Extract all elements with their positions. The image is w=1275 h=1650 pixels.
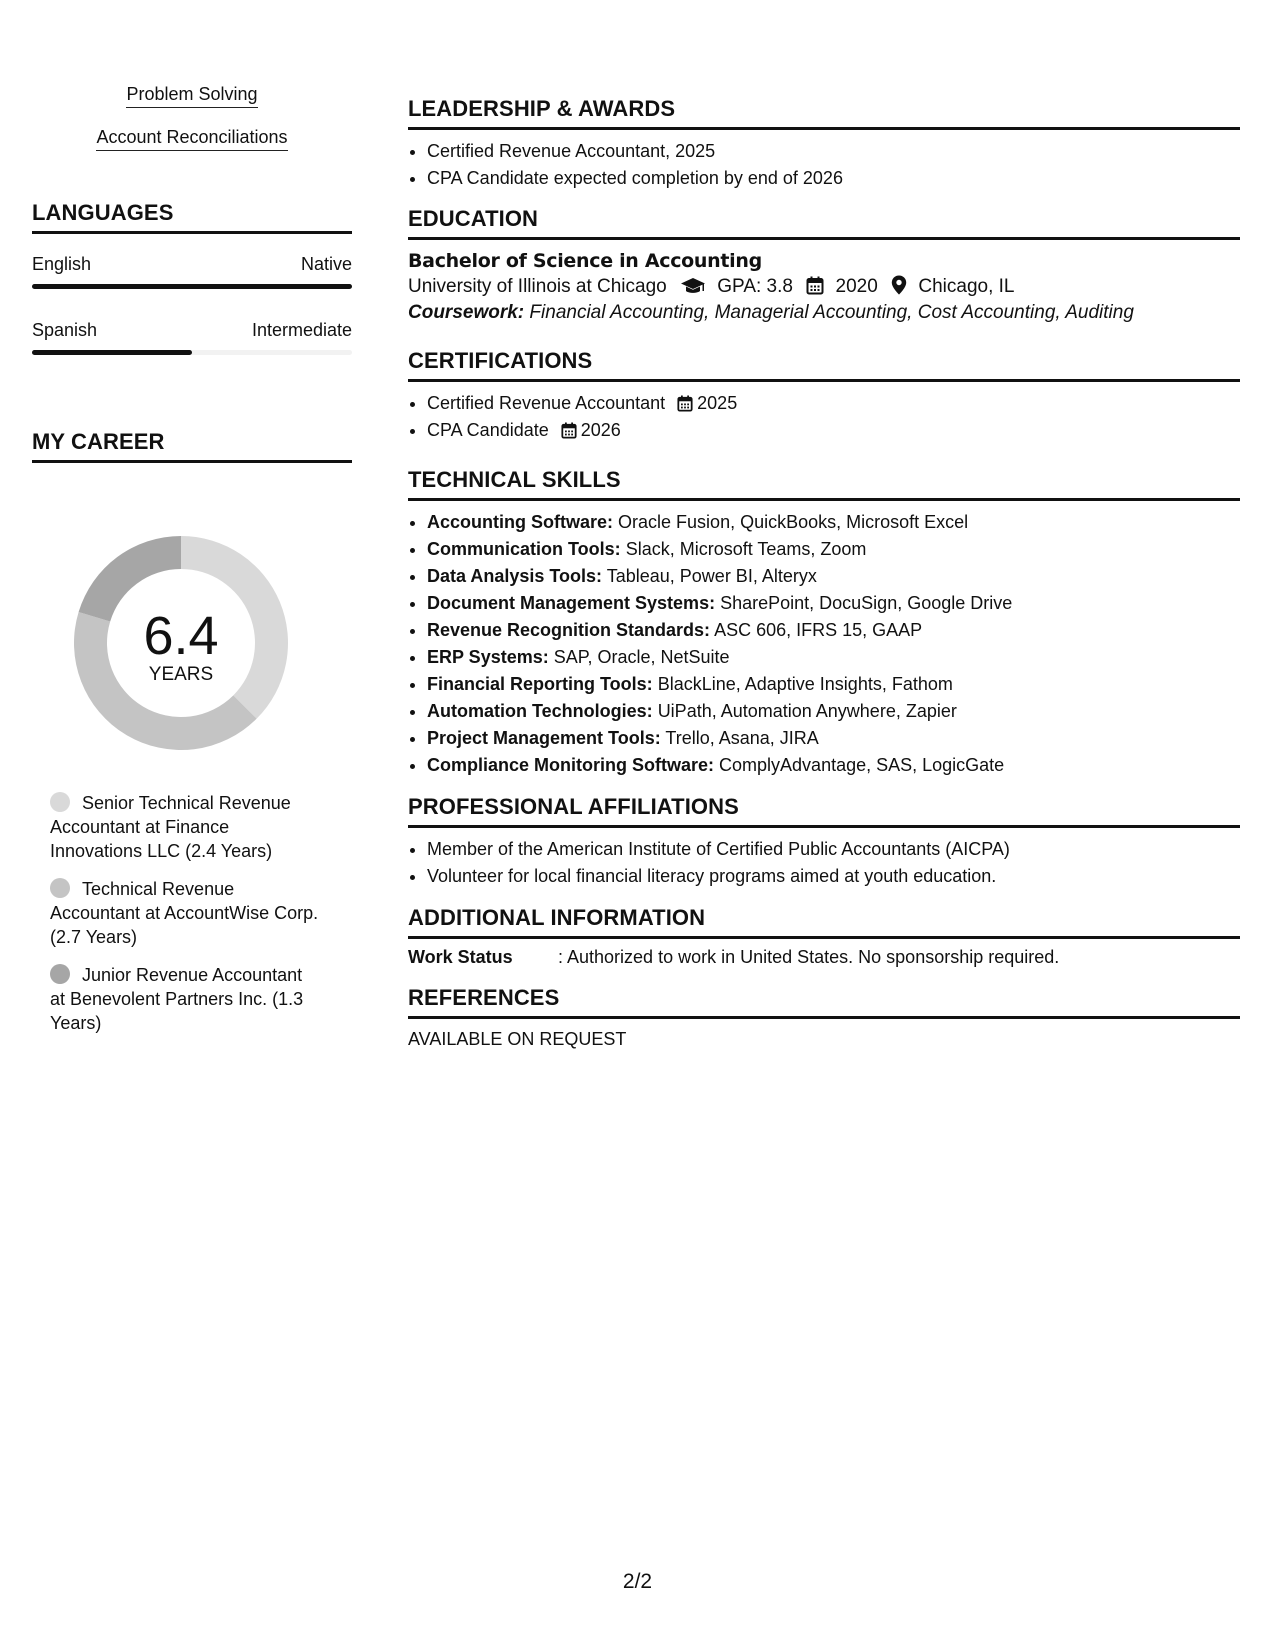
- section-title: REFERENCES: [408, 985, 560, 1010]
- language-proficiency-bar: [32, 350, 352, 355]
- skill-category: Project Management Tools:: [427, 728, 661, 748]
- certifications-list: [408, 390, 1240, 444]
- career-legend-label: Junior Revenue Accountant at Benevolent Partners Inc. (1.3 Years): [50, 965, 304, 1033]
- section-title: LEADERSHIP & AWARDS: [408, 96, 676, 121]
- language-level: Native: [300, 254, 352, 274]
- skill-category: Communication Tools:: [427, 539, 621, 559]
- list-item: [427, 644, 1240, 671]
- section-title: ADDITIONAL INFORMATION: [408, 905, 706, 930]
- skill-values: ComplyAdvantage, SAS, LogicGate: [719, 755, 1005, 775]
- section-title: TECHNICAL SKILLS: [408, 467, 621, 492]
- career-legend-item: [50, 877, 320, 949]
- list-item: [427, 417, 1240, 444]
- graduation-cap-icon: [680, 277, 706, 295]
- affiliations-section: [408, 794, 1240, 890]
- skill-values: BlackLine, Adaptive Insights, Fathom: [657, 674, 953, 694]
- skill-values: Tableau, Power BI, Alteryx: [606, 566, 817, 586]
- certification-year: 2025: [697, 393, 738, 413]
- career-legend-label: Senior Technical Revenue Accountant at Finance Innovations LLC (2.4 Years): [50, 793, 291, 861]
- section-rule: [408, 237, 1240, 240]
- map-pin-icon: [891, 275, 907, 295]
- certifications-section: [408, 348, 1240, 444]
- career-donut-chart: [66, 528, 296, 758]
- list-item: [427, 390, 1240, 417]
- calendar-icon: [806, 276, 824, 295]
- skill-values: Oracle Fusion, QuickBooks, Microsoft Excel: [618, 512, 969, 532]
- leadership-section: [408, 96, 1240, 192]
- career-legend-label: Technical Revenue Accountant at AccountWise Corp. (2.7 Years): [50, 879, 319, 947]
- section-rule: [32, 460, 352, 463]
- work-status-row: [408, 947, 1240, 968]
- school-name: University of Illinois at Chicago: [408, 276, 667, 297]
- section-rule: [408, 1016, 1240, 1019]
- career-legend-item: [50, 963, 320, 1035]
- skill-values: SAP, Oracle, NetSuite: [553, 647, 730, 667]
- language-name: English: [32, 254, 92, 274]
- section-title: EDUCATION: [408, 206, 539, 231]
- graduation-year: 2020: [835, 276, 878, 297]
- work-status-label: Work Status: [408, 947, 513, 967]
- skill-category: Document Management Systems:: [427, 593, 716, 613]
- list-item: • CPA Candidate expected completion by end of 2026: [427, 165, 1240, 192]
- certification-name: Certified Revenue Accountant: [427, 393, 666, 413]
- skill-values: Trello, Asana, JIRA: [665, 728, 819, 748]
- skill-values: ASC 606, IFRS 15, GAAP: [714, 620, 923, 640]
- languages-section: [32, 200, 352, 234]
- list-item: • Certified Revenue Accountant, 2025: [427, 138, 1240, 165]
- skill-category: Automation Technologies:: [427, 701, 653, 721]
- technical-skills-section: [408, 467, 1240, 779]
- affiliations-list: [408, 836, 1240, 890]
- languages-title: LANGUAGES: [32, 200, 174, 225]
- career-legend-item: [50, 791, 320, 863]
- section-title: PROFESSIONAL AFFILIATIONS: [408, 794, 739, 819]
- language-name: Spanish: [32, 320, 98, 340]
- references-text: AVAILABLE ON REQUEST: [408, 1029, 627, 1049]
- skill-values: SharePoint, DocuSign, Google Drive: [720, 593, 1013, 613]
- list-item: [427, 509, 1240, 536]
- certification-name: CPA Candidate: [427, 420, 549, 440]
- section-rule: [408, 825, 1240, 828]
- list-item: [427, 563, 1240, 590]
- technical-skills-list: [408, 509, 1240, 779]
- degree: Bachelor of Science in Accounting: [408, 250, 762, 272]
- skill-category: Data Analysis Tools:: [427, 566, 603, 586]
- gpa: GPA: 3.8: [717, 276, 793, 297]
- skill-tag-label: Account Reconciliations: [96, 127, 287, 151]
- skill-category: Compliance Monitoring Software:: [427, 755, 715, 775]
- section-rule: [408, 936, 1240, 939]
- section-rule: [408, 127, 1240, 130]
- skill-category: Accounting Software:: [427, 512, 614, 532]
- skill-category: Revenue Recognition Standards:: [427, 620, 711, 640]
- additional-info-section: [408, 905, 1240, 968]
- list-item: [427, 617, 1240, 644]
- list-item: • Member of the American Institute of Certified Public Accountants (AICPA): [427, 836, 1240, 863]
- career-title: MY CAREER: [32, 429, 165, 454]
- calendar-icon: [561, 422, 577, 439]
- section-rule: [32, 231, 352, 234]
- list-item: • Volunteer for local financial literacy programs aimed at youth education.: [427, 863, 1240, 890]
- list-item: [427, 590, 1240, 617]
- career-unit: YEARS: [148, 664, 214, 685]
- career-total: 6.4: [143, 606, 219, 666]
- skill-category: ERP Systems:: [427, 647, 549, 667]
- legend-dot: [50, 792, 70, 812]
- skill-tag-label: Problem Solving: [126, 84, 257, 108]
- education-details: [408, 272, 1240, 302]
- list-item: [427, 536, 1240, 563]
- list-item: [427, 698, 1240, 725]
- language-proficiency-bar: [32, 284, 352, 289]
- skill-category: Financial Reporting Tools:: [427, 674, 653, 694]
- language-level: Intermediate: [251, 320, 352, 340]
- list-item: [427, 725, 1240, 752]
- section-rule: [408, 379, 1240, 382]
- skill-values: Slack, Microsoft Teams, Zoom: [625, 539, 867, 559]
- language-proficiency-fill: [32, 284, 352, 289]
- legend-dot: [50, 964, 70, 984]
- language-proficiency-fill: [32, 350, 192, 355]
- work-status-value: : Authorized to work in United States. No sponsorship required.: [558, 947, 1060, 967]
- legend-dot: [50, 878, 70, 898]
- list-item: [427, 752, 1240, 779]
- coursework-list: Financial Accounting, Managerial Accounting, Cost Accounting, Auditing: [529, 302, 1134, 323]
- section-title: CERTIFICATIONS: [408, 348, 593, 373]
- coursework-label: Coursework:: [408, 302, 525, 323]
- skill-tag: [32, 127, 352, 148]
- skill-tag: [32, 84, 352, 105]
- certification-year: 2026: [580, 420, 621, 440]
- page-number: 2/2: [622, 1570, 653, 1593]
- coursework: [408, 302, 1240, 324]
- leadership-list: [408, 138, 1240, 192]
- skill-values: UiPath, Automation Anywhere, Zapier: [657, 701, 957, 721]
- references-section: [408, 985, 1240, 1050]
- calendar-icon: [677, 395, 693, 412]
- list-item: [427, 671, 1240, 698]
- location: Chicago, IL: [918, 276, 1015, 297]
- career-section: [32, 429, 352, 463]
- section-rule: [408, 498, 1240, 501]
- education-section: [408, 206, 1240, 324]
